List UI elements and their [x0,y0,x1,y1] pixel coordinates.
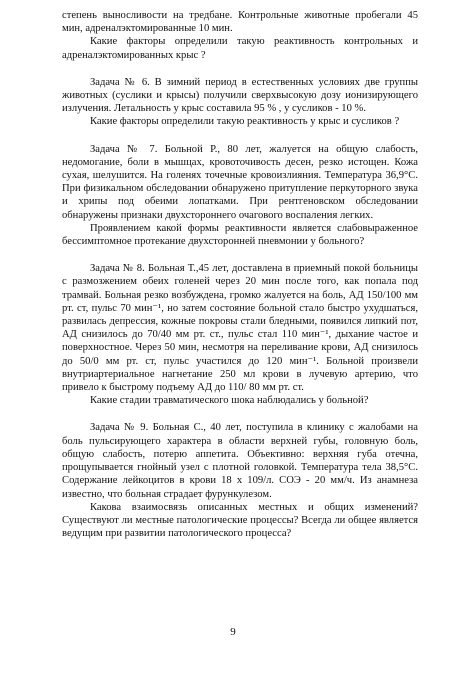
paragraph: Задача № 7. Больной Р., 80 лет, жалуется на общую слабость, недомогание, боли в мышцах, кровоточивость десен, резко истощен. Кожа сухая, шелушится. На голенях точечные кровоизлияния. Температура 36,9°С. При физикальном обследовании обнаружено притупление перкуторного звука и хрипы под обеими лопатками. При рентгеновском обследовании обнаружены признаки двухстороннего очагового воспаления легких. [62,143,418,221]
paragraph: степень выносливости на тредбане. Контрольные животные пробегали 45 мин, адреналэктомированные 10 мин. [62,10,418,35]
paragraph: Проявлением какой формы реактивности является слабовыраженное бессимптомное протекание двухсторонней пневмонии у больного? [62,222,418,248]
page-number: 9 [230,626,236,638]
paragraph: Задача № 8. Больная Т.,45 лет, доставлена в приемный покой больницы с размозжением обеих голеней через 20 мин после того, как попала под трамвай. Больная резко возбуждена, громко жалуется на боль, АД 150/100 мм рт. ст, пульс 70 мин⁻¹, но затем состояние больной стало быстро ухудшаться, развилась депрессия, кожные покровы стали бледными, появился липкий пот, АД снизилось до 70/40 мм рт. ст., пульс стал 110 мин⁻¹, дыхание частое и поверхностное. Через 50 мин, несмотря на переливание крови, АД снизилось до 50/0 мм рт. ст, пульс участился до 120 мин⁻¹. Больной произвели внутриартериальное нагнетание 250 мл крови в лучевую артерию, что привело к быстрому подъему АД до 110/ 80 мм рт. ст. [62,263,418,394]
paragraph: Какова взаимосвязь описанных местных и общих изменений? Существуют ли местные патологические процессы? Всегда ли общее является ведущим при развитии патологического процесса? [62,501,418,540]
paragraph: Задача № 9. Больная С., 40 лет, поступила в клинику с жалобами на боль пульсирующего характера в области верхней губы, головную боль, общую слабость, потерю аппетита. Объективно: верхняя губа отечна, прощупывается гнойный узел с плотной головкой. Температура тела 38,5°С. Содержание лейкоцитов в крови 18 х 109/л. СОЭ - 20 мм/ч. Из анамнеза известно, что больная страдает фурункулезом. [62,422,418,500]
paragraph: Какие факторы определили такую реактивность у крыс и сусликов ? [90,116,400,128]
paragraph: Какие факторы определили такую реактивность контрольных и адреналэктомированных крыс ? [62,36,418,61]
paragraph: Задача № 6. В зимний период в естественных условиях две группы животных (суслики и крысы) получили сверхвысокую дозу ионизирующего излучения. Летальность у крыс составила 95 % , у сусликов - 10 %. [62,76,418,115]
paragraph: Какие стадии травматического шока наблюдались у больной? [90,395,369,407]
page-content [62,9,418,540]
